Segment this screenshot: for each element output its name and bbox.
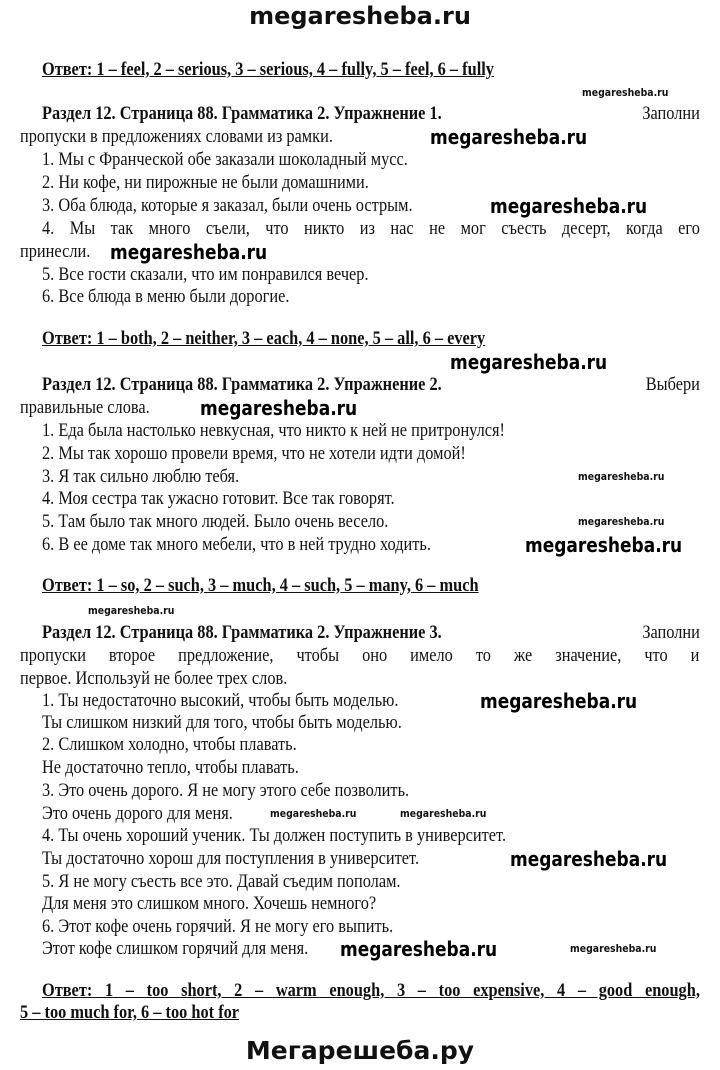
ex1-item: 4. Мы так много съели, что никто из нас не мог съесть десерт, когда его <box>42 218 700 239</box>
ex3-item: 3. Это очень дорого. Я не могу этого себе позволить. <box>42 780 410 801</box>
ex1-item: 6. Все блюда в меню были дорогие. <box>42 286 290 307</box>
ex2-item: 2. Мы так хорошо провели время, что не хотели идти домой! <box>42 443 466 464</box>
watermark: megaresheba.ru <box>510 847 668 871</box>
ex3-answer-cont: 5 – too much for, 6 – too hot for <box>20 1002 240 1023</box>
ex1-item: 2. Ни кофе, ни пирожные не были домашними. <box>42 172 369 193</box>
ex2-item: 4. Моя сестра так ужасно готовит. Все так говорят. <box>42 488 395 509</box>
ex3-item: Ты достаточно хорош для поступления в университет. <box>42 848 420 869</box>
ex1-heading <box>42 103 700 125</box>
watermark: megaresheba.ru <box>480 689 638 713</box>
watermark: megaresheba.ru <box>200 396 358 420</box>
ex3-item: 5. Я не могу съесть все это. Давай съедим пополам. <box>42 871 401 892</box>
ex2-item: 1. Еда была настолько невкусная, что никто к ней не притронулся! <box>42 420 506 441</box>
ex2-item: 5. Там было так много людей. Было очень весело. <box>42 511 389 532</box>
watermark: megaresheba.ru <box>582 86 669 99</box>
ex3-title: Раздел 12. Страница 88. Грамматика 2. Упражнение 3. <box>42 622 442 643</box>
ex1-answer: Ответ: 1 – both, 2 – neither, 3 – each, 4 – none, 5 – all, 6 – every <box>42 328 486 349</box>
watermark: megaresheba.ru <box>525 533 683 557</box>
ex3-item: 2. Слишком холодно, чтобы плавать. <box>42 734 297 755</box>
ex2-heading <box>42 374 700 396</box>
watermark: megaresheba.ru <box>578 515 665 528</box>
ex3-task-line: пропуски второе предложение, чтобы оно имело то же значение, что и <box>20 645 700 666</box>
watermark: megaresheba.ru <box>400 807 487 820</box>
ex3-item: Этот кофе слишком горячий для меня. <box>42 938 309 959</box>
ex3-heading <box>42 622 700 644</box>
ex1-task-line: пропуски в предложениях словами из рамки. <box>20 126 333 147</box>
ex2-task: Выбери <box>645 374 700 395</box>
ex3-item: 1. Ты недостаточно высокий, чтобы быть моделью. <box>42 690 399 711</box>
ex2-item: 3. Я так сильно люблю тебя. <box>42 466 240 487</box>
ex3-item: Ты слишком низкий для того, чтобы быть моделью. <box>42 712 402 733</box>
watermark: megaresheba.ru <box>430 125 588 149</box>
ex1-item: 3. Оба блюда, которые я заказал, были очень острым. <box>42 195 413 216</box>
ex2-answer: Ответ: 1 – so, 2 – such, 3 – much, 4 – such, 5 – many, 6 – much <box>42 575 479 596</box>
ex2-title: Раздел 12. Страница 88. Грамматика 2. Упражнение 2. <box>42 374 442 395</box>
ex3-task-line: первое. Используй не более трех слов. <box>20 668 288 689</box>
ex3-item: 6. Этот кофе очень горячий. Я не могу его выпить. <box>42 916 394 937</box>
watermark: megaresheba.ru <box>270 807 357 820</box>
ex3-item: Это очень дорого для меня. <box>42 803 233 824</box>
ex1-item-cont: принесли. <box>20 241 91 262</box>
watermark: megaresheba.ru <box>490 194 648 218</box>
ex3-answer: Ответ: 1 – too short, 2 – warm enough, 3 – too expensive, 4 – good enough, <box>42 980 700 1001</box>
ex3-item: Не достаточно тепло, чтобы плавать. <box>42 757 299 778</box>
answer-previous: Ответ: 1 – feel, 2 – serious, 3 – serious, 4 – fully, 5 – feel, 6 – fully <box>42 59 494 80</box>
ex1-title: Раздел 12. Страница 88. Грамматика 2. Упражнение 1. <box>42 103 442 124</box>
ex2-item: 6. В ее доме так много мебели, что в ней трудно ходить. <box>42 534 431 555</box>
ex2-task-line: правильные слова. <box>20 397 150 418</box>
watermark: megaresheba.ru <box>578 470 665 483</box>
ex1-item: 1. Мы с Франческой обе заказали шоколадный мусс. <box>42 149 408 170</box>
watermark: megaresheba.ru <box>450 350 608 374</box>
watermark: megaresheba.ru <box>88 604 175 617</box>
watermark: megaresheba.ru <box>570 942 657 955</box>
watermark: megaresheba.ru <box>340 937 498 961</box>
ex3-task: Заполни <box>642 622 700 643</box>
ex3-item: Для меня это слишком много. Хочешь немного? <box>42 893 377 914</box>
watermark: megaresheba.ru <box>110 240 268 264</box>
ex1-task: Заполни <box>642 103 700 124</box>
site-header[interactable]: megaresheba.ru <box>249 2 471 30</box>
site-footer[interactable]: Мегарешеба.ру <box>245 1036 475 1065</box>
ex1-item: 5. Все гости сказали, что им понравился вечер. <box>42 264 369 285</box>
ex3-item: 4. Ты очень хороший ученик. Ты должен поступить в университет. <box>42 825 507 846</box>
